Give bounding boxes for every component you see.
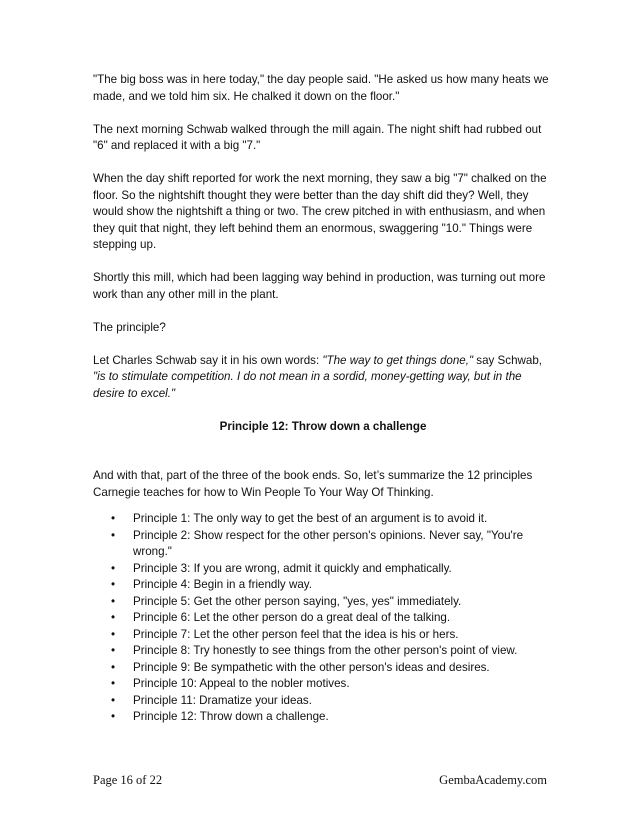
list-item: • Principle 1: The only way to get the best of an argument is to avoid it.	[111, 511, 553, 528]
document-body	[93, 72, 553, 726]
quote-part-1: "The way to get things done,"	[322, 353, 474, 367]
list-item: • Principle 4: Begin in a friendly way.	[111, 577, 553, 594]
footer-site: GembaAcademy.com	[439, 773, 547, 787]
quote-intro: Let Charles Schwab say it in his own words:	[93, 353, 323, 367]
list-item: • Principle 11: Dramatize your ideas.	[111, 693, 553, 710]
list-item: • Principle 7: Let the other person feel that the idea is his or hers.	[111, 627, 553, 644]
list-item: • Principle 8: Try honestly to see things from the other person's point of view.	[111, 643, 553, 660]
list-item: • Principle 5: Get the other person saying, "yes, yes" immediately.	[111, 594, 553, 611]
paragraph-big-boss: "The big boss was in here today," the day people said. "He asked us how many heats we made, and we told him six. He chalked it down on the floor."	[93, 73, 549, 103]
paragraph-day-shift: When the day shift reported for work the next morning, they saw a big "7" chalked on the floor. So the nightshift thought they were better than the day shift did they? Well, they would show the nightshift a thing or two. The crew pitched in with enthusiasm, and when they quit that night, they left behind them an enormous, swaggering "10." Things were stepping up.	[93, 172, 547, 251]
paragraph-mill-output: Shortly this mill, which had been lagging way behind in production, was turning out more work than any other mill in the plant.	[93, 271, 546, 301]
list-item: • Principle 10: Appeal to the nobler motives.	[111, 676, 553, 693]
list-item: • Principle 2: Show respect for the other person's opinions. Never say, "You're wrong."	[111, 528, 553, 561]
quote-mid: say Schwab,	[473, 353, 543, 367]
principle-heading: Principle 12: Throw down a challenge	[219, 419, 427, 433]
principles-list	[93, 511, 553, 726]
list-item: • Principle 3: If you are wrong, admit it quickly and emphatically.	[111, 561, 553, 578]
paragraph-summary: And with that, part of the three of the book ends. So, let’s summarize the 12 principles Carnegie teaches for how to Win People To Your Way Of Thinking.	[93, 469, 533, 499]
list-item: • Principle 9: Be sympathetic with the other person's ideas and desires.	[111, 660, 553, 677]
list-item: • Principle 6: Let the other person do a great deal of the talking.	[111, 610, 553, 627]
paragraph-next-morning: The next morning Schwab walked through the mill again. The night shift had rubbed out "6" and replaced it with a big "7."	[93, 122, 542, 152]
page-footer	[93, 773, 547, 788]
page-number: Page 16 of 22	[93, 773, 163, 787]
paragraph-schwab-quote	[93, 353, 553, 403]
paragraph-principle-question: The principle?	[93, 320, 166, 334]
quote-part-2: "is to stimulate competition. I do not mean in a sordid, money-getting way, but in the desire to excel."	[93, 370, 522, 400]
list-item: • Principle 12: Throw down a challenge.	[111, 709, 553, 726]
